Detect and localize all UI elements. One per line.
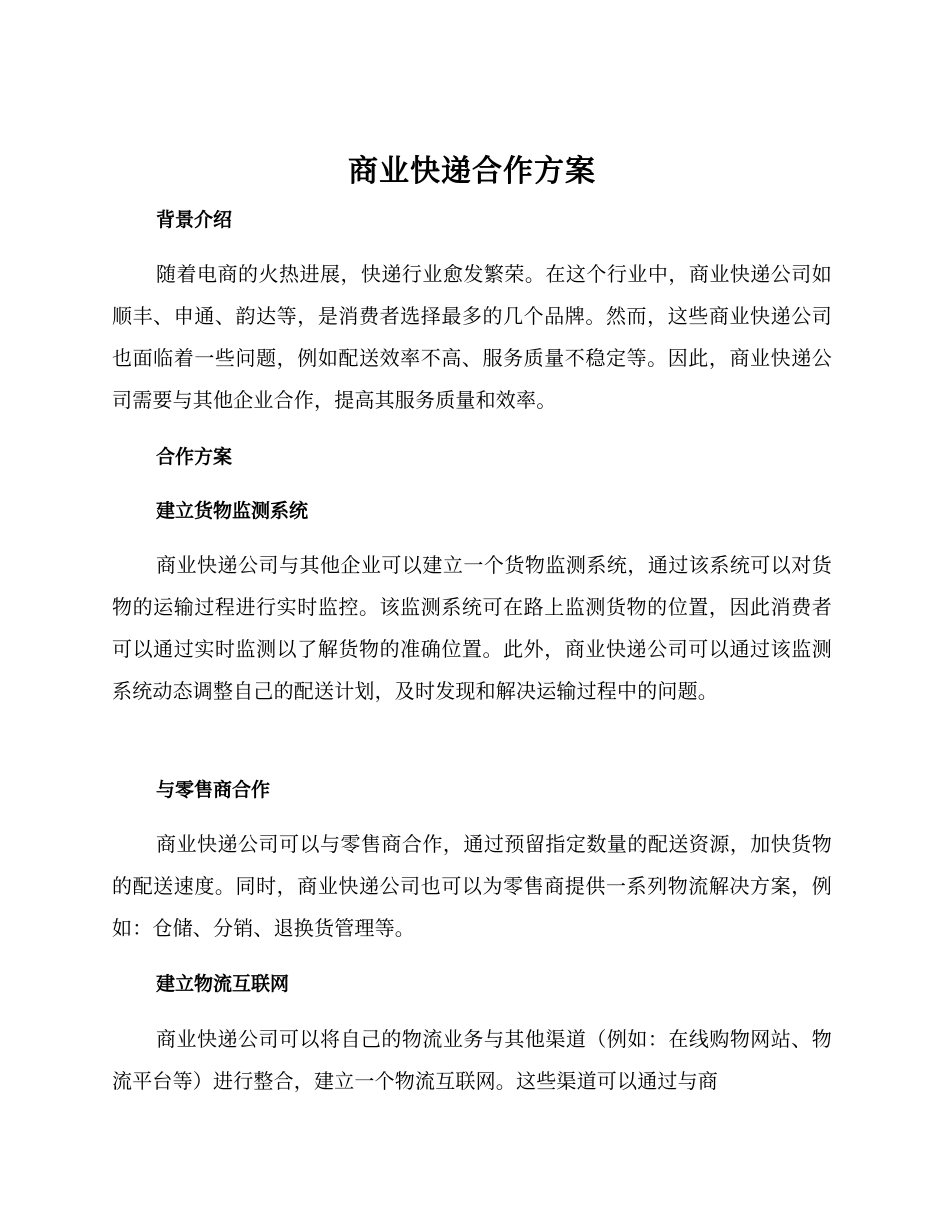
section-paragraph-background: 随着电商的火热进展，快递行业愈发繁荣。在这个行业中，商业快递公司如顺丰、申通、韵达等，是消费者选择最多的几个品牌。然而，这些商业快递公司也面临着一些问题，例如配送效率不高、服务质量不稳定等。因此，商业快递公司需要与其他企业合作，提高其服务质量和效率。 [112,262,832,412]
section-paragraph-retailer-cooperation: 商业快递公司可以与零售商合作，通过预留指定数量的配送资源，加快货物的配送速度。同时，商业快递公司也可以为零售商提供一系列物流解决方案，例如：仓储、分销、退换货管理等。 [112,832,832,940]
section-paragraph-logistics-internet: 商业快递公司可以将自己的物流业务与其他渠道（例如：在线购物网站、物流平台等）进行整合，建立一个物流互联网。这些渠道可以通过与商 [112,1027,832,1093]
section-heading-background: 背景介绍 [156,209,233,231]
section-heading-monitoring-system: 建立货物监测系统 [156,500,309,522]
document-title: 商业快递合作方案 [348,154,596,189]
section-heading-cooperation-plan: 合作方案 [156,446,233,468]
section-paragraph-monitoring-system: 商业快递公司与其他企业可以建立一个货物监测系统，通过该系统可以对货物的运输过程进行实时监控。该监测系统可在路上监测货物的位置，因此消费者可以通过实时监测以了解货物的准确位置。此外，商业快递公司可以通过该监测系统动态调整自己的配送计划，及时发现和解决运输过程中的问题。 [112,553,832,703]
section-heading-retailer-cooperation: 与零售商合作 [156,779,271,801]
section-heading-logistics-internet: 建立物流互联网 [156,973,290,995]
